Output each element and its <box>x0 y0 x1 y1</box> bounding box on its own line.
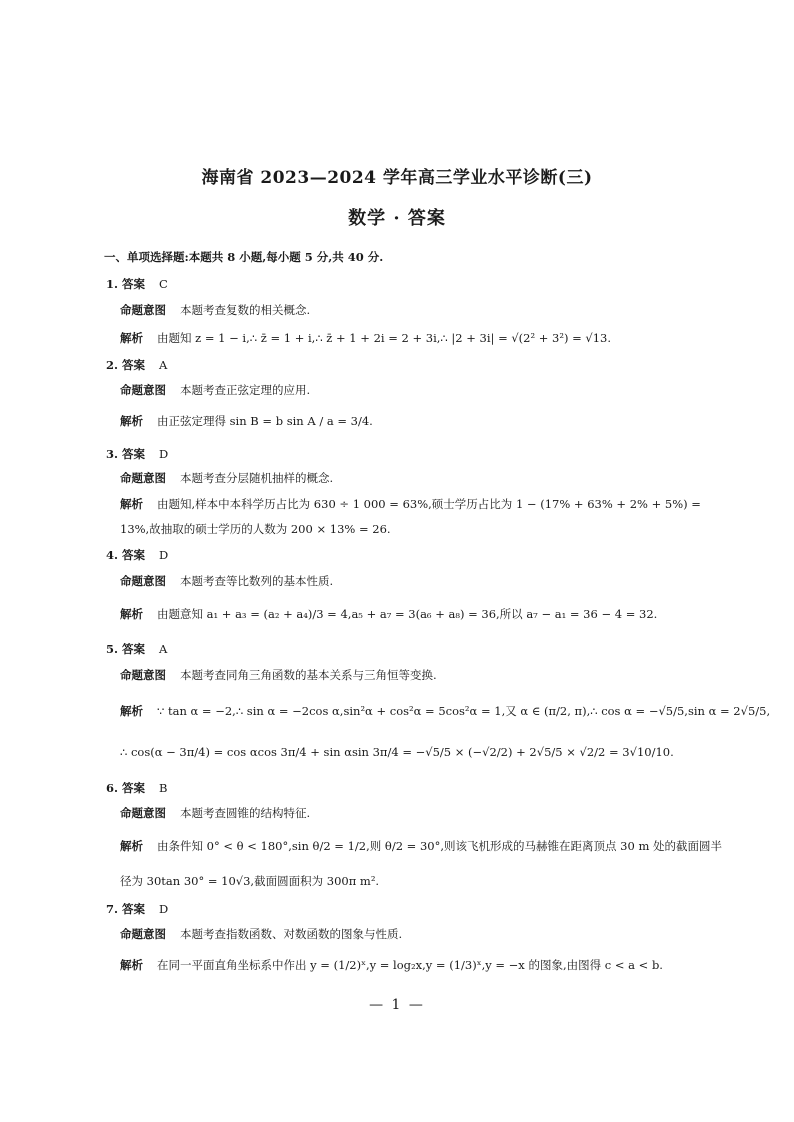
solution-text: 由题意知 a₁ + a₃ = (a₂ + a₄)/3 = 4,a₅ + a₇ = 3(a₆ + a₈) = 36,所以 a₇ − a₁ = 36 − 4 = 32. <box>157 607 658 621</box>
question-2-intent <box>120 382 310 398</box>
solution-text: 由正弦定理得 sin B = b sin A / a = 3/4. <box>157 414 373 428</box>
solution-label: 解析 <box>120 958 143 972</box>
intent-text: 本题考查同角三角函数的基本关系与三角恒等变换. <box>180 668 437 682</box>
question-3-intent <box>120 470 333 486</box>
question-number: 6. 答案 <box>106 781 146 795</box>
intent-label: 命题意图 <box>120 303 166 317</box>
answer-letter: A <box>159 358 168 372</box>
question-5-answer <box>106 641 167 657</box>
solution-label: 解析 <box>120 607 143 621</box>
answer-letter: D <box>159 548 169 562</box>
question-5-solution-continued: ∴ cos(α − 3π/4) = cos αcos 3π/4 + sin αsin 3π/4 = −√5/5 × (−√2/2) + 2√5/5 × √2/2 = 3√10/10. <box>120 745 674 759</box>
intent-text: 本题考查分层随机抽样的概念. <box>180 471 334 485</box>
intent-text: 本题考查指数函数、对数函数的图象与性质. <box>180 927 403 941</box>
question-6-solution <box>120 838 722 854</box>
question-3-solution-continued: 13%,故抽取的硕士学历的人数为 200 × 13% = 26. <box>120 522 391 536</box>
question-4-solution <box>120 606 657 622</box>
answer-letter: D <box>159 902 169 916</box>
page-title: 海南省 2023—2024 学年高三学业水平诊断(三) <box>201 168 593 188</box>
question-number: 3. 答案 <box>106 447 146 461</box>
question-5-intent <box>120 667 437 683</box>
question-4-intent <box>120 573 333 589</box>
answer-letter: A <box>159 642 168 656</box>
intent-text: 本题考查正弦定理的应用. <box>180 383 311 397</box>
solution-label: 解析 <box>120 331 143 345</box>
page-subtitle: 数学 · 答案 <box>348 208 446 229</box>
question-6-answer <box>106 780 167 796</box>
intent-label: 命题意图 <box>120 668 166 682</box>
question-number: 7. 答案 <box>106 902 146 916</box>
question-4-answer <box>106 547 168 563</box>
question-7-answer <box>106 901 168 917</box>
answer-letter: C <box>159 277 168 291</box>
question-number: 4. 答案 <box>106 548 146 562</box>
question-6-solution-continued: 径为 30tan 30° = 10√3,截面圆面积为 300π m². <box>120 874 380 888</box>
intent-label: 命题意图 <box>120 806 166 820</box>
solution-text: 由条件知 0° < θ < 180°,sin θ/2 = 1/2,则 θ/2 = 30°,则该飞机形成的马赫锥在距离顶点 30 m 处的截面圆半 <box>157 839 723 853</box>
question-5-solution <box>120 703 770 719</box>
solution-text: 在同一平面直角坐标系中作出 y = (1/2)ˣ,y = log₂x,y = (1/3)ˣ,y = −x 的图象,由图得 c < a < b. <box>157 958 663 972</box>
question-number: 1. 答案 <box>106 277 146 291</box>
intent-label: 命题意图 <box>120 471 166 485</box>
answer-letter: B <box>159 781 168 795</box>
question-7-solution <box>120 957 663 973</box>
answer-letter: D <box>159 447 169 461</box>
intent-label: 命题意图 <box>120 383 166 397</box>
solution-label: 解析 <box>120 839 143 853</box>
solution-text: ∵ tan α = −2,∴ sin α = −2cos α,sin²α + cos²α = 5cos²α = 1,又 α ∈ (π/2, π),∴ cos α = −√5/5,sin α = 2√5/5, <box>157 704 771 718</box>
intent-label: 命题意图 <box>120 927 166 941</box>
page-number: — 1 — <box>369 997 425 1013</box>
intent-text: 本题考查圆锥的结构特征. <box>180 806 311 820</box>
solution-text: 由题知 z = 1 − i,∴ z̄ = 1 + i,∴ z̄ + 1 + 2i = 2 + 3i,∴ |2 + 3i| = √(2² + 3²) = √13. <box>157 331 612 345</box>
intent-text: 本题考查复数的相关概念. <box>180 303 311 317</box>
question-number: 5. 答案 <box>106 642 146 656</box>
question-2-solution <box>120 413 373 429</box>
solution-label: 解析 <box>120 414 143 428</box>
question-1-intent <box>120 302 310 318</box>
question-1-answer <box>106 276 168 292</box>
question-number: 2. 答案 <box>106 358 146 372</box>
section-heading: 一、单项选择题:本题共 8 小题,每小题 5 分,共 40 分. <box>104 250 384 264</box>
solution-label: 解析 <box>120 497 143 511</box>
question-1-solution <box>120 330 611 346</box>
question-6-intent <box>120 805 310 821</box>
solution-text: 由题知,样本中本科学历占比为 630 ÷ 1 000 = 63%,硕士学历占比为 1 − (17% + 63% + 2% + 5%) = <box>157 497 701 511</box>
question-2-answer <box>106 357 167 373</box>
intent-text: 本题考查等比数列的基本性质. <box>180 574 334 588</box>
question-3-answer <box>106 446 168 462</box>
intent-label: 命题意图 <box>120 574 166 588</box>
question-7-intent <box>120 926 402 942</box>
solution-label: 解析 <box>120 704 143 718</box>
question-3-solution <box>120 496 701 512</box>
